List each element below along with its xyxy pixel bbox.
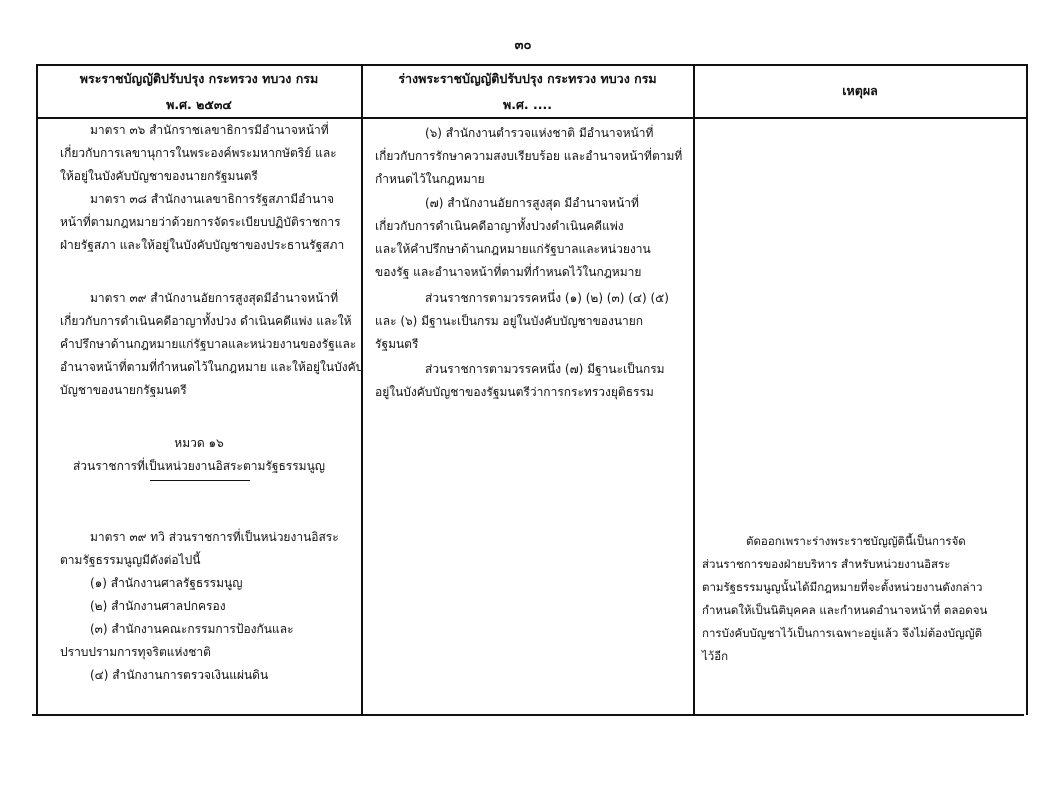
text-line: อำนาจหน้าที่ตามที่กำหนดไว้ในกฎหมาย และให้อยู่ในบังคับ — [60, 360, 364, 374]
table-left-border — [36, 64, 38, 715]
header-col-current-act — [37, 66, 361, 118]
table-right-border — [1026, 64, 1028, 715]
header-col2-line1: ร่างพระราชบัญญัติปรับปรุง กระทรวง ทบวง กรม — [398, 71, 657, 86]
list-item: ปราบปรามการทุจริตแห่งชาติ — [60, 645, 211, 659]
list-item: (๔) สำนักงานการตรวจเงินแผ่นดิน — [90, 668, 269, 682]
text-line: ฝ่ายรัฐสภา และให้อยู่ในบังคับบัญชาของประธานรัฐสภา — [60, 238, 345, 252]
draft-item-7 — [375, 192, 651, 284]
header-col1-line1: พระราชบัญญัติปรับปรุง กระทรวง ทบวง กรม — [79, 71, 319, 86]
text-line: และ (๖) มีฐานะเป็นกรม อยู่ในบังคับบัญชาของนายก — [375, 314, 644, 328]
text-line: กำหนดให้เป็นนิติบุคคล และกำหนดอำนาจหน้าที่ ตลอดจน — [702, 603, 988, 617]
text-line: ตามรัฐธรรมนูญมีดังต่อไปนี้ — [60, 553, 201, 567]
chapter-underline — [150, 480, 250, 481]
text-line: คำปรึกษาด้านกฎหมายแก่รัฐบาลและหน่วยงานของรัฐและ — [60, 337, 357, 351]
draft-item-6 — [375, 122, 682, 191]
text-line: มาตรา ๓๙ สำนักงานอัยการสูงสุดมีอำนาจหน้าที่ — [90, 291, 339, 305]
text-line: เกี่ยวกับการดำเนินคดีอาญาทั้งปวงดำเนินคดีแพ่ง — [375, 219, 624, 233]
text-line: และให้คำปรึกษาด้านกฎหมายแก่รัฐบาลและหน่วยงาน — [375, 242, 651, 256]
text-line: อยู่ในบังคับบัญชาของรัฐมนตรีว่าการกระทรวงยุติธรรม — [375, 385, 654, 399]
text-line: (๗) สำนักงานอัยการสูงสุด มีอำนาจหน้าที่ — [425, 196, 639, 210]
text-line: มาตรา ๓๖ สำนักราชเลขาธิการมีอำนาจหน้าที่ — [90, 123, 329, 137]
text-line: ของรัฐ และอำนาจหน้าที่ตามที่กำหนดไว้ในกฎหมาย — [375, 265, 642, 279]
header-col2-line2: พ.ศ. .... — [502, 97, 553, 112]
text-line: ตัดออกเพราะร่างพระราชบัญญัตินี้เป็นการจัด — [746, 534, 966, 548]
text-line: ส่วนราชการตามวรรคหนึ่ง (๑) (๒) (๓) (๔) (๕) — [425, 291, 669, 305]
section-39-bis — [60, 526, 339, 572]
reason-text — [702, 530, 987, 668]
text-line: กำหนดไว้ในกฎหมาย — [375, 172, 485, 186]
header-col3-line1: เหตุผล — [842, 83, 878, 98]
text-line: มาตรา ๓๘ สำนักงานเลขาธิการรัฐสภามีอำนาจ — [90, 192, 335, 206]
text-line: บัญชาของนายกรัฐมนตรี — [60, 383, 187, 397]
text-line: มาตรา ๓๙ ทวิ ส่วนราชการที่เป็นหน่วยงานอิสระ — [90, 530, 339, 544]
list-item: (๓) สำนักงานคณะกรรมการป้องกันและ — [90, 622, 294, 636]
text-line: เกี่ยวกับการเลขานุการในพระองค์พระมหากษัตริย์ และ — [60, 146, 337, 160]
chapter-title: หมวด ๑๖ — [174, 436, 224, 450]
text-line: ส่วนราชการตามวรรคหนึ่ง (๗) มีฐานะเป็นกรม — [425, 362, 665, 376]
text-line: ไว้อีก — [702, 649, 729, 663]
section-39 — [60, 287, 363, 402]
header-col-draft-act — [362, 66, 693, 118]
header-col1-line2: พ.ศ. ๒๕๓๔ — [166, 97, 232, 112]
list-item: (๑) สำนักงานศาลรัฐธรรมนูญ — [90, 576, 243, 590]
page-number: ๓๐ — [514, 38, 532, 53]
text-line: หน้าที่ตามกฎหมายว่าด้วยการจัดระเบียบปฏิบัติราชการ — [60, 215, 341, 229]
text-line: ส่วนราชการของฝ่ายบริหาร สำหรับหน่วยงานอิสระ — [702, 557, 951, 571]
text-line: เกี่ยวกับการรักษาความสงบเรียบร้อย และอำนาจหน้าที่ตามที่ — [375, 149, 683, 163]
section-36 — [60, 119, 337, 188]
independent-agencies-list — [60, 572, 294, 687]
list-item: (๒) สำนักงานศาลปกครอง — [90, 599, 226, 613]
text-line: ตามรัฐธรรมนูญนั้นได้มีกฎหมายที่จะตั้งหน่วยงานดังกล่าว — [702, 580, 983, 594]
table-bottom-border — [32, 714, 1024, 716]
chapter-subtitle: ส่วนราชการที่เป็นหน่วยงานอิสระตามรัฐธรรมนูญ — [72, 459, 326, 473]
text-line: (๖) สำนักงานตำรวจแห่งชาติ มีอำนาจหน้าที่ — [425, 126, 654, 140]
text-line: ให้อยู่ในบังคับบัญชาของนายกรัฐมนตรี — [60, 169, 258, 183]
draft-paragraph-a — [375, 287, 669, 356]
draft-paragraph-b — [375, 358, 665, 404]
text-line: รัฐมนตรี — [375, 337, 419, 351]
text-line: เกี่ยวกับการดำเนินคดีอาญาทั้งปวง ดำเนินคดีแพ่ง และให้ — [60, 314, 352, 328]
column-divider-2 — [693, 64, 695, 715]
section-38 — [60, 188, 344, 257]
header-col-reason — [694, 78, 1026, 104]
text-line: การบังคับบัญชาไว้เป็นการเฉพาะอยู่แล้ว จึงไม่ต้องบัญญัติ — [702, 626, 983, 640]
